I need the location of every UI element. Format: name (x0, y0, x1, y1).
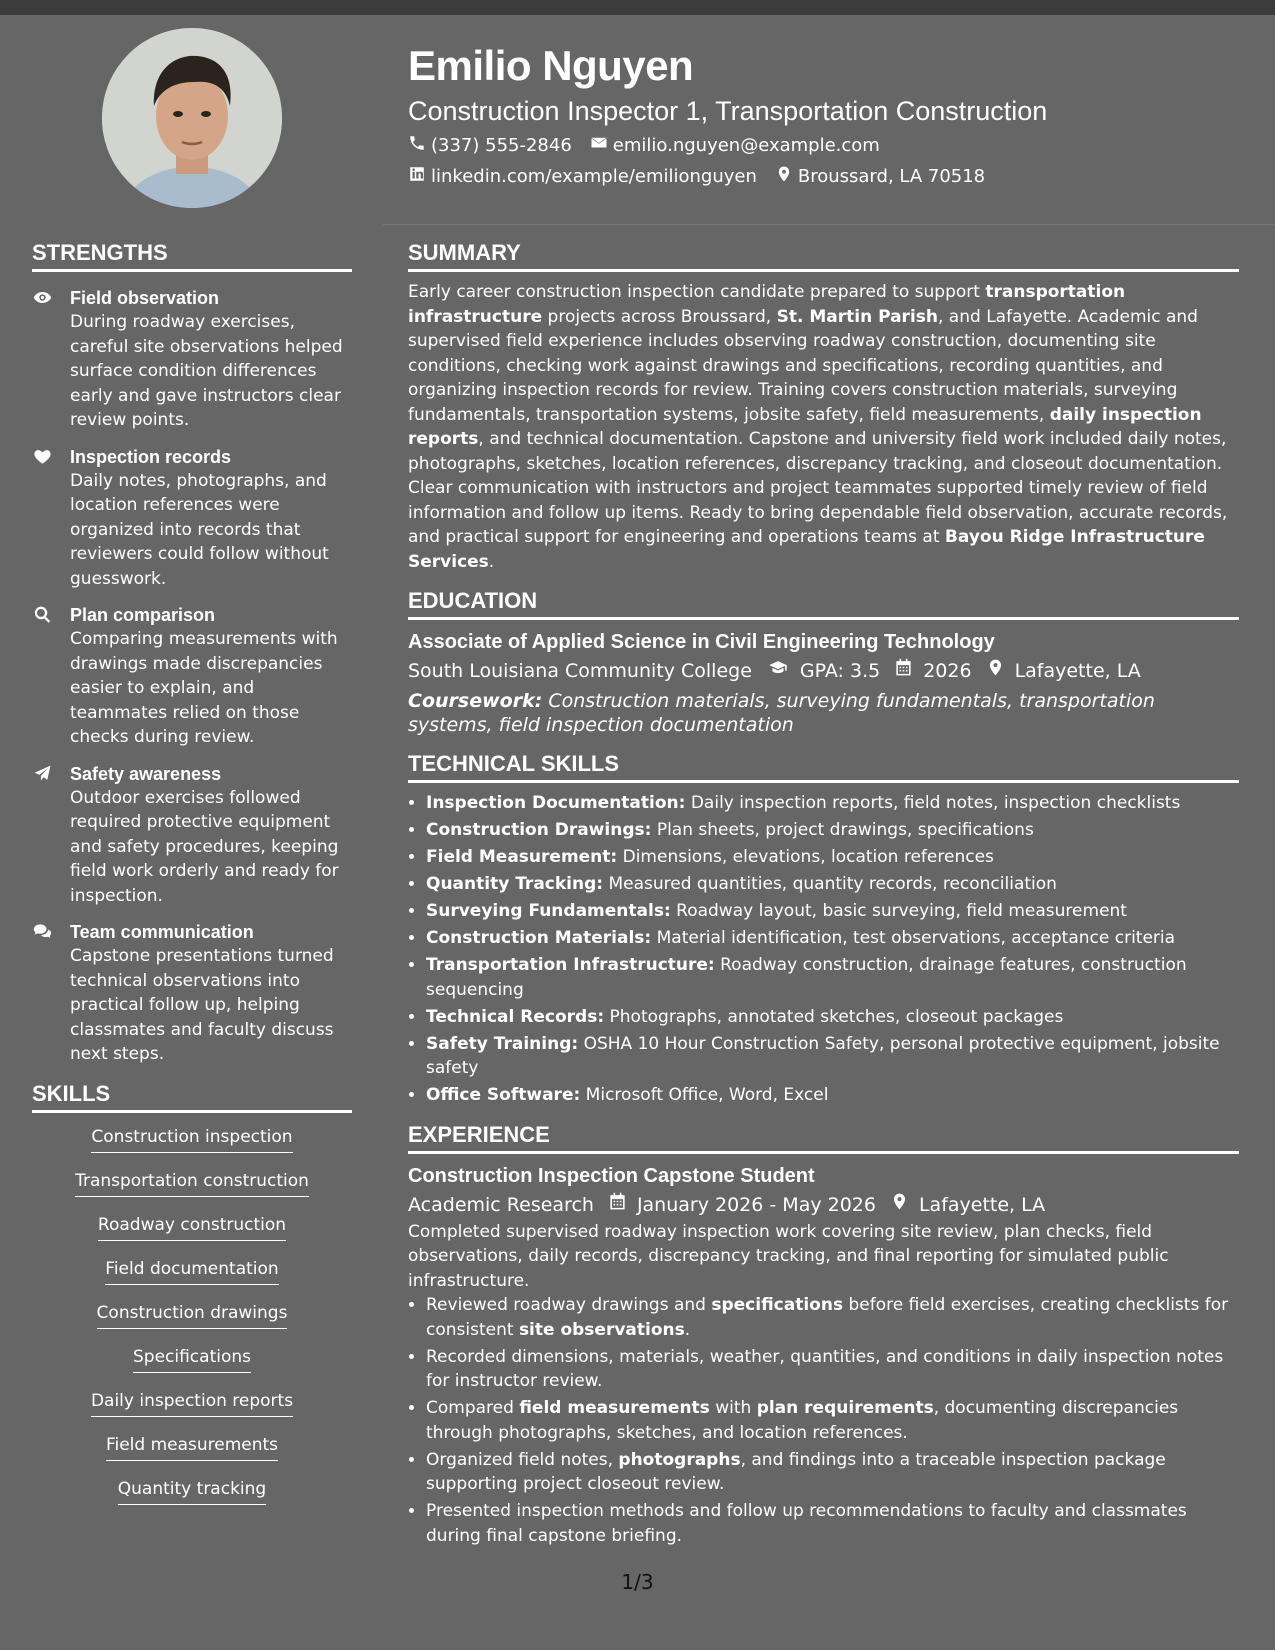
job-location: Lafayette, LA (918, 1193, 1046, 1216)
email-item[interactable] (590, 134, 880, 157)
contact-row-2 (408, 165, 985, 188)
list-item: • Quantity Tracking: Measured quantities, quantity records, reconciliation (426, 872, 1239, 897)
graduation-cap-icon (766, 656, 800, 686)
strength-title: Team communication (70, 922, 254, 942)
linkedin-text: linkedin.com/example/emilionguyen (431, 166, 757, 187)
job-dates: January 2026 - May 2026 (636, 1193, 876, 1216)
strength-title: Field observation (70, 288, 220, 308)
degree-title: Associate of Applied Science in Civil Engineering Technology (408, 631, 995, 653)
location-item (775, 165, 985, 188)
coursework: Coursework: Construction materials, surveying fundamentals, transportation systems, field inspection documentation (408, 690, 1155, 736)
strength-desc: Outdoor exercises followed required protective equipment and safety procedures, keeping field work orderly and ready for inspection. (70, 787, 339, 906)
eye-icon (32, 286, 70, 433)
education-meta (408, 656, 1239, 686)
strength-desc: Capstone presentations turned technical observations into practical follow up, helping classmates and faculty discuss next steps. (70, 946, 334, 1064)
calendar-icon (608, 1190, 637, 1220)
strengths-heading: STRENGTHS (32, 240, 352, 272)
skill-tag: Roadway construction (98, 1213, 286, 1241)
list-item: • Inspection Documentation: Daily inspection reports, field notes, inspection checklists (426, 791, 1239, 816)
skill-tag: Daily inspection reports (91, 1389, 293, 1417)
map-marker-icon (775, 165, 793, 188)
list-item: • Compared field measurements with plan requirements, documenting discrepancies through photographs, sketches, and location references. (426, 1396, 1239, 1445)
list-item: • Recorded dimensions, materials, weather, quantities, and conditions in daily inspection notes for instructor review. (426, 1345, 1239, 1394)
skill-tag: Construction inspection (91, 1125, 292, 1153)
strength-item (32, 445, 352, 592)
list-item: • Office Software: Microsoft Office, Word, Excel (426, 1083, 1239, 1108)
summary-text: Early career construction inspection candidate prepared to support transportation infrastructure projects across Broussard, St. Martin Parish, and Lafayette. Academic and supervised field experience includes observing roadway construction, documenting site conditions, checking work against drawings and specifications, recording quantities, and organizing inspection records for review. Training covers construction materials, surveying fundamentals, transportation systems, jobsite safety, field measurements, daily inspection reports, and technical documentation. Capstone and university field work included daily notes, photographs, sketches, location references, discrepancy tracking, and closeout documentation. Clear communication with instructors and project teammates supported timely review of field information and follow up items. Ready to bring dependable field observation, accurate records, and practical support for engineering and operations teams at Bayou Ridge Infrastructure Services. (408, 282, 1228, 572)
organization-name: Academic Research (408, 1193, 594, 1216)
list-item: • Safety Training: OSHA 10 Hour Construction Safety, personal protective equipment, jobsite safety (426, 1032, 1239, 1081)
map-marker-icon (890, 1190, 919, 1220)
skill-list (32, 1125, 352, 1521)
phone-item[interactable] (408, 134, 572, 157)
strength-title: Inspection records (70, 446, 232, 467)
education-heading: EDUCATION (408, 588, 1239, 620)
strength-item (32, 762, 352, 909)
top-bar (0, 0, 1275, 15)
heart-icon (32, 445, 70, 592)
strengths-list (32, 286, 352, 1067)
list-item: • Field Measurement: Dimensions, elevations, location references (426, 845, 1239, 870)
contact-row-1 (408, 134, 880, 157)
gpa-text: GPA: 3.5 (799, 660, 881, 682)
technical-skills-list (408, 791, 1239, 1108)
location-text: Broussard, LA 70518 (797, 166, 986, 187)
paper-plane-icon (32, 762, 70, 909)
technical-skills-heading: TECHNICAL SKILLS (408, 751, 1239, 783)
strength-title: Safety awareness (70, 763, 222, 784)
avatar (102, 28, 282, 208)
phone-icon (408, 134, 426, 157)
calendar-icon (894, 656, 923, 686)
job-description: Completed supervised roadway inspection work covering site review, plan checks, field observations, daily records, discrepancy tracking, and final reporting for simulated public infrastructure. (408, 1221, 1169, 1291)
strength-desc: During roadway exercises, careful site observations helped surface condition differences early and gave instructors clear review points. (70, 312, 343, 430)
skill-tag: Transportation construction (75, 1169, 309, 1197)
list-item: • Surveying Fundamentals: Roadway layout, basic surveying, field measurement (426, 899, 1239, 924)
email-text: emilio.nguyen@example.com (612, 135, 880, 156)
list-item: • Organized field notes, photographs, and findings into a traceable inspection package supporting project closeout review. (426, 1448, 1239, 1497)
phone-text: (337) 555-2846 (431, 135, 572, 156)
technical-skills-section (408, 751, 1239, 1108)
search-icon (32, 603, 70, 750)
skill-tag: Field measurements (106, 1433, 278, 1461)
list-item: • Reviewed roadway drawings and specifications before field exercises, creating checklists for consistent site observations. (426, 1293, 1239, 1342)
experience-bullets (408, 1293, 1239, 1548)
list-item: • Presented inspection methods and follow up recommendations to faculty and classmates during final capstone briefing. (426, 1499, 1239, 1548)
list-item: • Construction Materials: Material identification, test observations, acceptance criteria (426, 926, 1239, 951)
envelope-icon (590, 134, 608, 157)
linkedin-item[interactable] (408, 165, 757, 188)
experience-heading: EXPERIENCE (408, 1122, 1239, 1154)
education-location: Lafayette, LA (1014, 660, 1141, 682)
list-item: • Construction Drawings: Plan sheets, project drawings, specifications (426, 818, 1239, 843)
experience-section (408, 1122, 1239, 1549)
candidate-headline: Construction Inspector 1, Transportation Construction (408, 96, 1048, 126)
summary-heading: SUMMARY (408, 240, 1239, 272)
strength-item (32, 603, 352, 750)
strength-title: Plan comparison (70, 605, 216, 625)
skills-heading: SKILLS (32, 1081, 352, 1113)
candidate-name: Emilio Nguyen (408, 42, 694, 89)
skill-tag: Construction drawings (97, 1301, 288, 1329)
graduation-year: 2026 (923, 660, 972, 682)
skill-tag: Quantity tracking (118, 1477, 266, 1505)
main-column (408, 240, 1239, 1551)
page-number: 1/3 (621, 1570, 654, 1594)
strength-desc: Comparing measurements with drawings made discrepancies easier to explain, and teammates relied on those checks during review. (70, 629, 338, 747)
education-section (408, 588, 1239, 737)
strength-item (32, 920, 352, 1067)
skill-tag: Specifications (133, 1345, 251, 1373)
strength-item (32, 286, 352, 433)
list-item: • Technical Records: Photographs, annotated sketches, closeout packages (426, 1005, 1239, 1030)
list-item: • Transportation Infrastructure: Roadway construction, drainage features, construction sequencing (426, 953, 1239, 1002)
sidebar (32, 240, 352, 1521)
school-name: South Louisiana Community College (408, 660, 752, 682)
skills-section (32, 1081, 352, 1521)
experience-meta (408, 1190, 1239, 1220)
comments-icon (32, 920, 70, 1067)
job-title: Construction Inspection Capstone Student (408, 1164, 815, 1187)
strength-desc: Daily notes, photographs, and location references were organized into records that reviewers could follow without guesswork. (70, 470, 329, 589)
skill-tag: Field documentation (105, 1257, 278, 1285)
map-marker-icon (986, 656, 1015, 686)
linkedin-icon (408, 165, 426, 188)
header-divider (383, 224, 1275, 225)
